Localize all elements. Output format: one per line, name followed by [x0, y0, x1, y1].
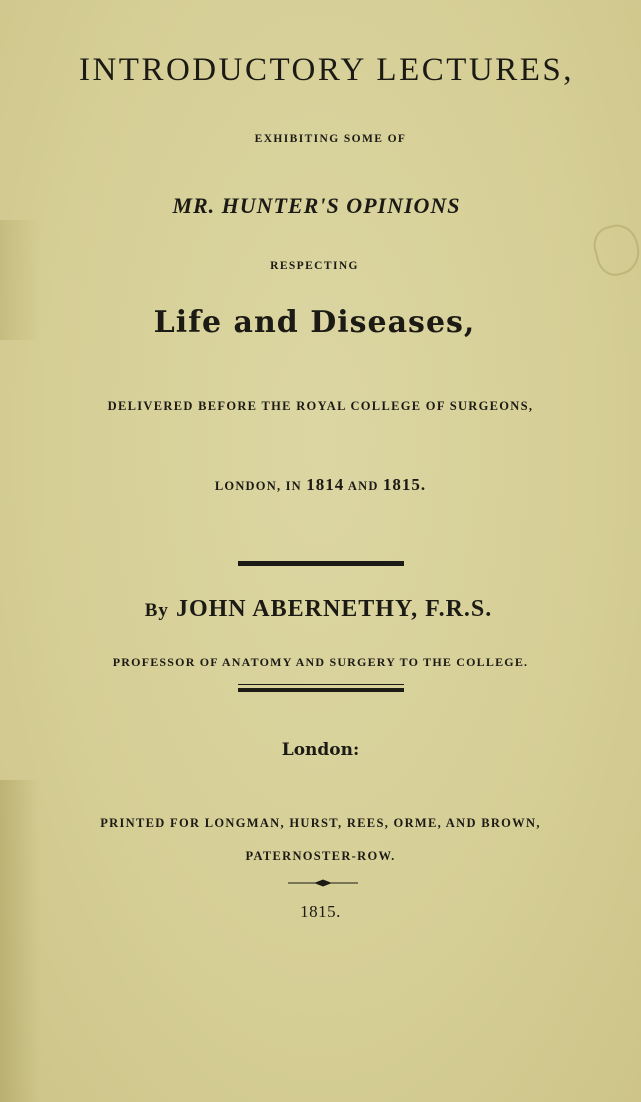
address-line: PATERNOSTER-ROW. [245, 849, 396, 863]
delivered-line: DELIVERED BEFORE THE ROYAL COLLEGE OF SURGEONS, [107, 399, 534, 413]
double-rule-thin [238, 684, 404, 685]
professor-line: PROFESSOR OF ANATOMY AND SURGERY TO THE COLLEGE. [112, 655, 529, 669]
author-name: JOHN ABERNETHY, F.R.S. [175, 596, 493, 622]
book-title: INTRODUCTORY LECTURES, [78, 52, 575, 88]
author-line [0, 596, 639, 623]
by-word: By [144, 600, 169, 621]
and-word: AND [347, 479, 379, 493]
printer-line: PRINTED FOR LONGMAN, HURST, REES, ORME, AND BROWN, [100, 816, 541, 830]
place-prefix: LONDON, IN [214, 479, 302, 493]
topic-line: Life and Diseases, [153, 305, 476, 340]
year-1814: 1814 [306, 475, 345, 494]
double-rule-thick [238, 688, 404, 692]
place-date-line [0, 475, 641, 495]
publication-year: 1815. [300, 902, 341, 921]
exhibiting-line: EXHIBITING SOME OF [254, 133, 407, 145]
imprint-city: London: [281, 740, 360, 760]
thick-rule [238, 561, 404, 566]
ornament-rule [288, 877, 358, 889]
subject-line: MR. HUNTER'S OPINIONS [172, 193, 461, 218]
year-1815: 1815. [382, 475, 427, 494]
respecting-line: RESPECTING [270, 260, 359, 272]
